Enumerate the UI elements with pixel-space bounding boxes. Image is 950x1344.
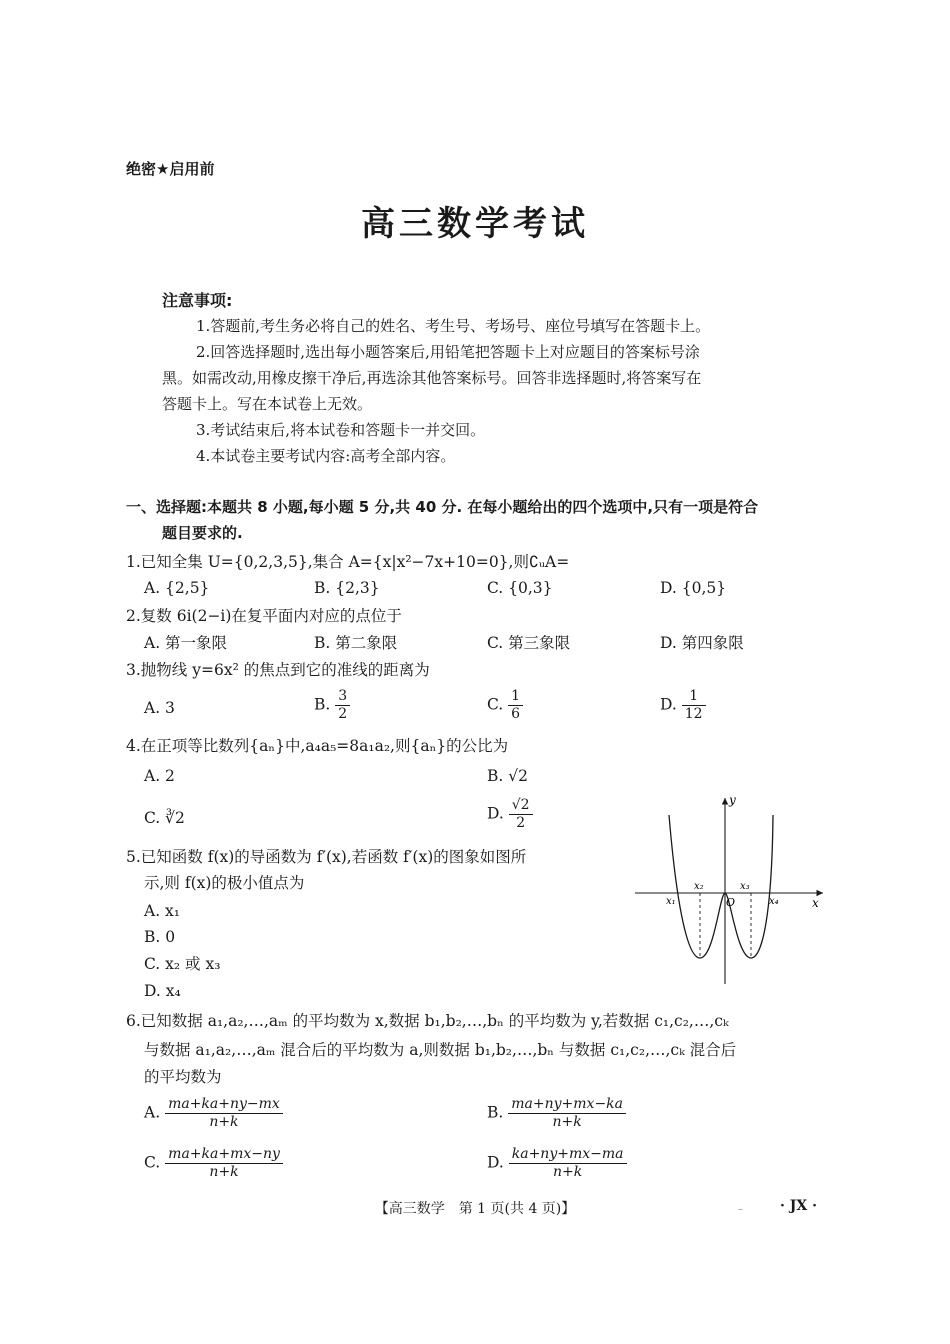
q5-option-a: A. x₁ xyxy=(144,902,181,920)
notice-line-4: 答题卡上。写在本试卷上无效。 xyxy=(162,395,373,413)
q3-option-c-label: C. xyxy=(487,695,504,714)
notice-line-1: 1.答题前,考生务必将自己的姓名、考生号、考场号、座位号填写在答题卡上。 xyxy=(196,317,711,335)
q2-option-d: D. 第四象限 xyxy=(660,634,744,652)
q1-option-d: D. {0,5} xyxy=(660,579,727,597)
q5-option-b: B. 0 xyxy=(144,928,176,946)
q4-option-d-label: D. xyxy=(487,804,504,823)
q3-option-a: A. 3 xyxy=(144,699,175,717)
q1-option-c: C. {0,3} xyxy=(487,579,553,597)
q3-option-b xyxy=(314,688,350,723)
page-title: 高三数学考试 xyxy=(361,204,589,244)
q3-stem: 3.抛物线 y=6x² 的焦点到它的准线的距离为 xyxy=(126,661,430,679)
x1-label: x₁ xyxy=(666,896,676,907)
notice-line-2: 2.回答选择题时,选出每小题答案后,用铅笔把答题卡上对应题目的答案标号涂 xyxy=(196,343,700,361)
q2-option-a: A. 第一象限 xyxy=(144,634,228,652)
notice-line-3: 黑。如需改动,用橡皮擦干净后,再选涂其他答案标号。回答非选择题时,将答案写在 xyxy=(162,369,702,387)
q6-option-a-label: A. xyxy=(144,1103,161,1122)
q5-option-d: D. x₄ xyxy=(144,982,181,1000)
q3-option-b-label: B. xyxy=(314,695,331,714)
q3-option-b-fraction: $\frac{3}{2}$ xyxy=(335,688,350,723)
notice-heading: 注意事项: xyxy=(162,291,233,310)
section-heading xyxy=(126,494,758,546)
q4-option-d xyxy=(487,797,533,832)
q1-option-a: A. {2,5} xyxy=(144,579,210,597)
notice-line-5: 3.考试结束后,将本试卷和答题卡一并交回。 xyxy=(196,421,486,439)
q4-option-d-fraction: $\frac{√2}{2}$ xyxy=(509,797,533,832)
q6-option-d-label: D. xyxy=(487,1153,504,1172)
q2-option-c: C. 第三象限 xyxy=(487,634,571,652)
x4-label: x₄ xyxy=(769,896,779,907)
page-footer: 【高三数学 第 1 页(共 4 页)】 xyxy=(374,1201,576,1217)
q3-option-c xyxy=(487,688,523,723)
x3-label: x₃ xyxy=(740,881,750,892)
q6-option-c-label: C. xyxy=(144,1153,161,1172)
x2-label: x₂ xyxy=(694,881,704,892)
footer-dash: – xyxy=(738,1204,743,1215)
q6-option-c-fraction: $\frac{ma+ka+mx-ny}{n+k}$ xyxy=(165,1146,283,1181)
q1-stem: 1.已知全集 U={0,2,3,5},集合 A={x|x²−7x+10=0},则∁ᵤA= xyxy=(126,553,570,571)
footer-code: · JX · xyxy=(780,1198,817,1214)
q6-option-d xyxy=(487,1146,627,1181)
q6-option-a-fraction: $\frac{ma+ka+ny-mx}{n+k}$ xyxy=(165,1096,283,1131)
derivative-curve xyxy=(669,815,773,958)
notice-line-6: 4.本试卷主要考试内容:高考全部内容。 xyxy=(196,447,456,465)
q2-option-b: B. 第二象限 xyxy=(314,634,398,652)
q6-option-b xyxy=(487,1096,626,1131)
q6-option-c xyxy=(144,1146,283,1181)
q6-option-b-label: B. xyxy=(487,1103,504,1122)
q3-option-d-fraction: $\frac{1}{12}$ xyxy=(682,688,706,723)
section-heading-line-2: 题目要求的. xyxy=(162,524,243,542)
q6-option-d-fraction: $\frac{ka+ny+mx-ma}{n+k}$ xyxy=(509,1146,627,1181)
derivative-graph xyxy=(630,790,830,990)
q4-stem: 4.在正项等比数列{aₙ}中,a₄a₅=8a₁a₂,则{aₙ}的公比为 xyxy=(126,737,509,755)
q1-option-b: B. {2,3} xyxy=(314,579,380,597)
q5-stem-line-2: 示,则 f(x)的极小值点为 xyxy=(144,874,305,892)
q5-stem-line-1: 5.已知函数 f(x)的导函数为 f′(x),若函数 f′(x)的图象如图所 xyxy=(126,848,527,866)
origin-label: O xyxy=(726,896,736,909)
q4-option-c: C. ∛2 xyxy=(144,809,185,827)
q6-stem-line-1: 6.已知数据 a₁,a₂,…,aₘ 的平均数为 x,数据 b₁,b₂,…,bₙ 的平均数为 y,若数据 c₁,c₂,…,cₖ xyxy=(126,1012,729,1030)
section-heading-line-1: 一、选择题:本题共 8 小题,每小题 5 分,共 40 分. 在每小题给出的四个选项中,只有一项是符合 xyxy=(126,498,759,516)
q4-option-b: B. √2 xyxy=(487,767,528,785)
q3-option-d-label: D. xyxy=(660,695,677,714)
q6-stem-line-2: 与数据 a₁,a₂,…,aₘ 混合后的平均数为 a,则数据 b₁,b₂,…,bₙ 与数据 c₁,c₂,…,cₖ 混合后 xyxy=(144,1041,737,1059)
q5-option-c: C. x₂ 或 x₃ xyxy=(144,955,221,973)
q4-option-a: A. 2 xyxy=(144,767,175,785)
q6-stem-line-3: 的平均数为 xyxy=(144,1068,222,1086)
q6-option-b-fraction: $\frac{ma+ny+mx-ka}{n+k}$ xyxy=(508,1096,626,1131)
confidential-mark: 绝密★启用前 xyxy=(126,160,215,178)
q6-option-a xyxy=(144,1096,283,1131)
y-axis-label: y xyxy=(729,793,736,807)
q3-option-c-fraction: $\frac{1}{6}$ xyxy=(508,688,523,723)
x-axis-label: x xyxy=(812,896,819,910)
q3-option-d xyxy=(660,688,706,723)
q2-stem: 2.复数 6i(2−i)在复平面内对应的点位于 xyxy=(126,607,402,625)
